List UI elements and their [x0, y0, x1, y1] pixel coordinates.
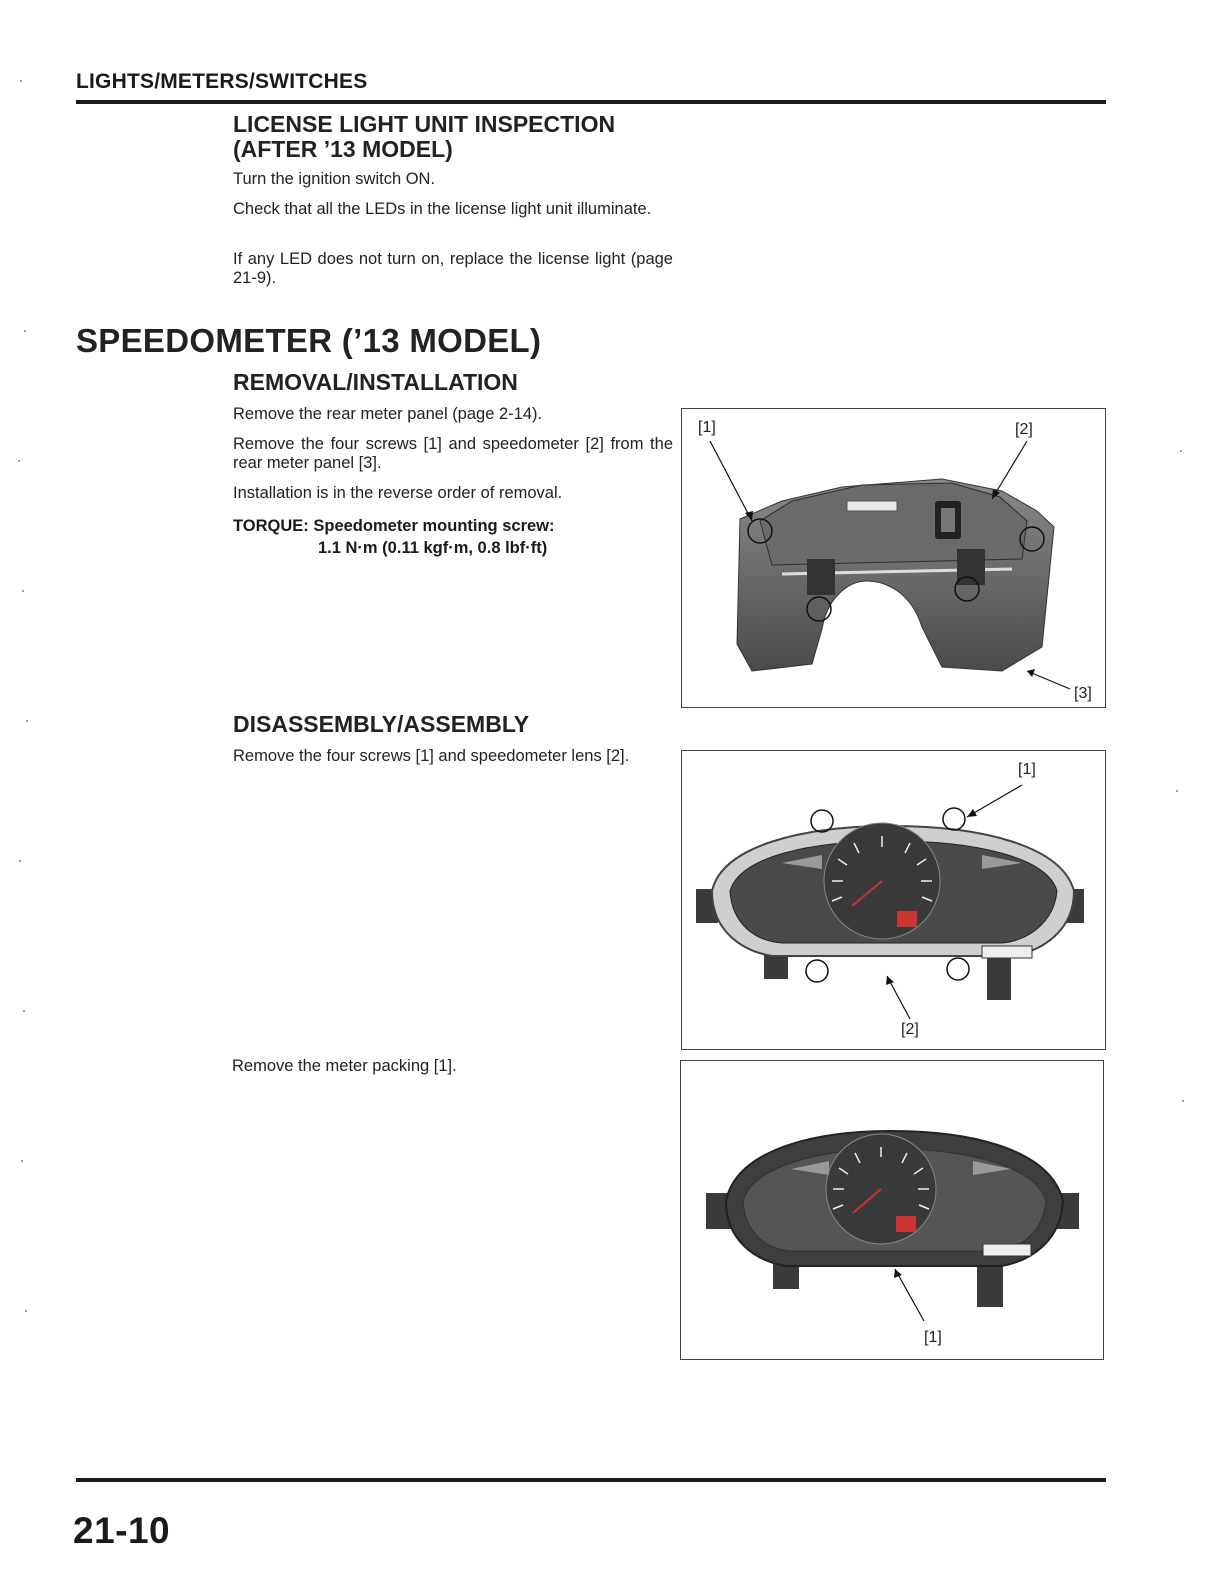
fig3-callout-1: [1] [924, 1329, 942, 1346]
license-step-3: If any LED does not turn on, replace the license light (page 21-9). [233, 250, 673, 287]
disassembly-step-2: Remove the meter packing [1]. [232, 1057, 457, 1075]
fig2-callout-1: [1] [1018, 761, 1036, 778]
figure-rear-meter-panel [681, 408, 1106, 708]
license-heading-line1: LICENSE LIGHT UNIT INSPECTION [233, 111, 616, 137]
license-heading-line2: (AFTER ’13 MODEL) [233, 136, 453, 162]
torque-spec [233, 515, 555, 537]
removal-step-1: Remove the rear meter panel (page 2-14). [233, 405, 543, 423]
section-title: LIGHTS/METERS/SWITCHES [76, 70, 368, 93]
torque-value: 1.1 N·m (0.11 kgf·m, 0.8 lbf·ft) [318, 539, 548, 557]
removal-step-3: Installation is in the reverse order of removal. [233, 484, 563, 502]
header-rule [76, 100, 1106, 104]
fig2-callout-2: [2] [901, 1021, 919, 1038]
speedometer-title: SPEEDOMETER (’13 MODEL) [76, 322, 542, 359]
disassembly-step-1: Remove the four screws [1] and speedometer lens [2]. [233, 747, 630, 765]
fig1-callout-2: [2] [1015, 421, 1033, 438]
figure-meter-packing [680, 1060, 1104, 1360]
fig1-callout-3: [3] [1074, 685, 1092, 702]
removal-heading: REMOVAL/INSTALLATION [233, 369, 518, 395]
figure-speedometer-lens [681, 750, 1106, 1050]
removal-step-2: Remove the four screws [1] and speedometer [2] from the rear meter panel [3]. [233, 435, 673, 472]
disassembly-heading: DISASSEMBLY/ASSEMBLY [233, 711, 530, 737]
torque-label: TORQUE: [233, 517, 309, 535]
rear-meter-panel-illustration [682, 409, 1105, 707]
license-step-1: Turn the ignition switch ON. [233, 170, 436, 188]
meter-packing-illustration [681, 1061, 1103, 1359]
torque-item: Speedometer mounting screw: [313, 517, 555, 535]
fig1-callout-1: [1] [698, 419, 716, 436]
license-heading [233, 112, 615, 162]
footer-rule [76, 1478, 1106, 1482]
license-step-2: Check that all the LEDs in the license light unit illuminate. [233, 200, 652, 218]
speedometer-lens-illustration [682, 751, 1105, 1049]
page-number: 21-10 [73, 1510, 171, 1551]
